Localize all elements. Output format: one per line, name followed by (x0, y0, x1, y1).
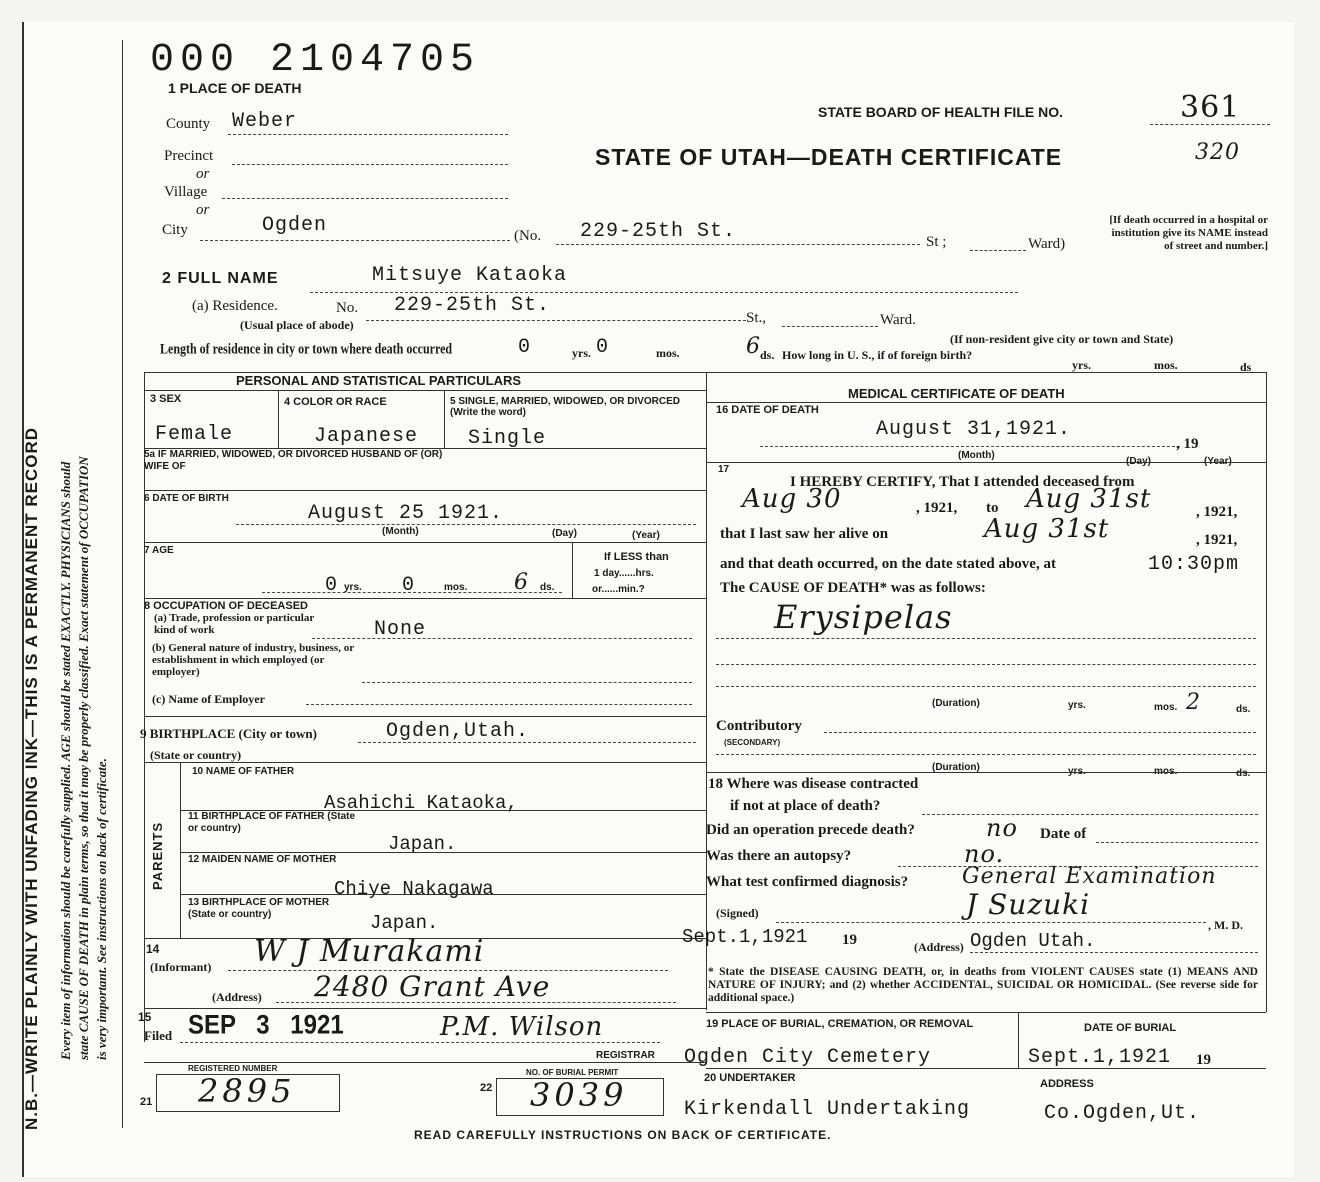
county-label: County (166, 116, 211, 132)
age-mos-label: mos. (444, 582, 468, 593)
physician-signature[interactable]: J Suzuki (966, 888, 1091, 921)
duration-label-2: (Duration) (932, 762, 980, 773)
father-name-value[interactable]: Asahichi Kataoka, (324, 792, 518, 814)
city-label: City (162, 222, 188, 238)
undertaker-address-label: ADDRESS (1040, 1078, 1094, 1090)
date-of-death-label: 16 DATE OF DEATH (716, 404, 819, 416)
personal-section-title: PERSONAL AND STATISTICAL PARTICULARS (236, 373, 522, 388)
full-name-label: 2 FULL NAME (162, 270, 279, 287)
dob-year-label: (Year) (632, 530, 660, 541)
burial-date-label: DATE OF BURIAL (1084, 1022, 1177, 1034)
operation-value[interactable]: no (986, 814, 1018, 842)
duration-months[interactable]: 2 (1186, 690, 1201, 715)
footer-instructions: READ CAREFULLY INSTRUCTIONS ON BACK OF CERTIFICATE. (414, 1128, 832, 1142)
dob-label: 6 DATE OF BIRTH (144, 493, 229, 504)
signed-label: (Signed) (716, 906, 759, 920)
margin-instruction-2: state CAUSE OF DEATH in plain terms, so that it may be properly classified. Exact statement of OCCUPATION (76, 456, 91, 1060)
mother-birthplace-label: 13 BIRTHPLACE OF MOTHER (State or country) (188, 897, 330, 920)
father-name-label: 10 NAME OF FATHER (192, 766, 295, 777)
mother-name-value[interactable]: Chiye Nakagawa (334, 878, 494, 900)
duration-yrs-1: yrs. (1068, 700, 1086, 711)
village-label: Village (164, 184, 208, 200)
date-of-death-value[interactable]: August 31,1921. (876, 418, 1072, 441)
attended-from[interactable]: Aug 30 (742, 484, 842, 514)
duration-ds-2: ds. (1236, 768, 1251, 779)
county-value[interactable]: Weber (232, 110, 298, 133)
residence-label: (a) Residence. (192, 298, 278, 314)
length-yrs-label: yrs. (572, 346, 591, 360)
street-value[interactable]: 229-25th St. (580, 220, 737, 243)
sex-label: 3 SEX (150, 393, 182, 405)
registered-number[interactable]: 2895 (198, 1072, 296, 1110)
how-long-us-label: How long in U. S., if of foreign birth? (782, 348, 973, 362)
informant-label: (Informant) (150, 960, 212, 974)
usual-place-label: (Usual place of abode) (240, 318, 354, 332)
dob-value[interactable]: August 25 1921. (308, 502, 504, 525)
registrar-label: REGISTRAR (596, 1050, 655, 1061)
signature-19: 19 (842, 932, 857, 948)
signature-address-label: (Address) (914, 940, 964, 954)
or-1: or (196, 166, 210, 182)
state-country-label: (State or country) (150, 748, 242, 762)
registered-number-label: REGISTERED NUMBER (188, 1064, 278, 1073)
duration-mos-1: mos. (1154, 702, 1178, 713)
informant-signature[interactable]: W J Murakami (254, 934, 485, 969)
employer-label: (c) Name of Employer (152, 692, 265, 706)
residence-no-label: No. (336, 300, 359, 316)
length-months[interactable]: 0 (596, 336, 610, 359)
medical-section-title: MEDICAL CERTIFICATE OF DEATH (848, 386, 1065, 401)
length-years[interactable]: 0 (518, 336, 532, 359)
street-no-label: (No. (514, 228, 542, 244)
mother-name-label: 12 MAIDEN NAME OF MOTHER (188, 854, 337, 865)
burial-place-value[interactable]: Ogden City Cemetery (684, 1046, 932, 1069)
cause-of-death[interactable]: Erysipelas (774, 598, 953, 636)
test-label: What test confirmed diagnosis? (706, 874, 909, 890)
duration-mos-2: mos. (1154, 766, 1178, 777)
length-mos-label: mos. (656, 346, 680, 360)
signature-address[interactable]: Ogden Utah. (970, 930, 1096, 952)
attended-to-year: , 1921, (1196, 504, 1238, 520)
contributory-label: Contributory (716, 718, 802, 734)
filed-number: 15 (138, 1010, 152, 1024)
serial-number: 000 2104705 (150, 38, 481, 83)
operation-label: Did an operation precede death? (706, 822, 915, 838)
birthplace-value[interactable]: Ogden,Utah. (386, 720, 530, 743)
not-place-label: if not at place of death? (730, 798, 881, 814)
residence-ward-label: Ward. (880, 312, 916, 328)
general-nature-label: (b) General nature of industry, business, or establishment in which employed (or employer) (152, 642, 354, 678)
death-occurred-text: and that death occurred, on the date stated above, at (720, 556, 1056, 572)
undertaker-label: 20 UNDERTAKER (704, 1072, 796, 1084)
or-min-label: or......min.? (592, 584, 645, 595)
sex-value[interactable]: Female (155, 423, 234, 446)
file-no: 361 (1180, 90, 1241, 125)
single-value[interactable]: Single (468, 427, 547, 450)
age-months[interactable]: 0 (402, 574, 416, 597)
st-label: St ; (926, 234, 947, 250)
occupation-label: 8 OCCUPATION OF DECEASED (144, 600, 308, 612)
how-long-mos: mos. (1154, 358, 1178, 372)
length-days[interactable]: 6 (746, 334, 761, 359)
informant-number: 14 (146, 942, 160, 956)
less-than-label: If LESS than (604, 551, 669, 563)
residence-st-label: St., (746, 310, 767, 326)
father-birthplace-label: 11 BIRTHPLACE OF FATHER (State or country) (188, 811, 356, 834)
death-month-label: (Month) (958, 450, 995, 461)
dob-month-label: (Month) (382, 526, 419, 537)
age-ds-label: ds. (540, 582, 555, 593)
city-value[interactable]: Ogden (262, 214, 328, 237)
attended-from-year: , 1921, (916, 500, 958, 516)
day-hrs-label: 1 day......hrs. (594, 568, 654, 579)
frame-left (122, 40, 123, 1128)
age-label: 7 AGE (144, 545, 174, 556)
margin-notice: N.B.—WRITE PLAINLY WITH UNFADING INK—THIS IS A PERMANENT RECORD (22, 426, 41, 1130)
informant-address[interactable]: 2480 Grant Ave (314, 970, 551, 1003)
date-19: , 19 (1176, 436, 1199, 452)
margin-instruction-1: Every item of information should be carefully supplied. AGE should be stated EXACTLY. PHYSICIANS should (58, 461, 73, 1060)
date-of-label: Date of (1040, 826, 1087, 842)
burial-permit-number[interactable]: 3039 (530, 1076, 628, 1114)
certify-number: 17 (718, 464, 730, 475)
death-time[interactable]: 10:30pm (1148, 553, 1240, 576)
undertaker-address-value[interactable]: Co.Ogden,Ut. (1044, 1102, 1201, 1125)
full-name-value[interactable]: Mitsuye Kataoka (372, 264, 568, 287)
last-saw-text: that I last saw her alive on (720, 526, 889, 542)
how-long-ds: ds (1240, 360, 1252, 374)
contracted-label: 18 Where was disease contracted (708, 776, 919, 792)
age-years[interactable]: 0 (325, 574, 339, 597)
informant-address-label: (Address) (212, 990, 262, 1004)
cause-footnote: * State the DISEASE CAUSING DEATH, or, in deaths from VIOLENT CAUSES state (1) MEANS AND NATURE OF INJURY; and (2) whether ACCIDENTAL, SUICIDAL OR HOMICIDAL. (See reverse side for additional space.) (708, 966, 1258, 1004)
burial-19: 19 (1196, 1052, 1211, 1068)
hospital-note: [If death occurred in a hospital or institution give its NAME instead of street and number.] (1109, 214, 1268, 252)
certificate-title: STATE OF UTAH—DEATH CERTIFICATE (595, 144, 1063, 170)
burial-permit-label: NO. OF BURIAL PERMIT (526, 1068, 619, 1077)
married-label: 5a IF MARRIED, WIDOWED, OR DIVORCED HUSBAND OF (OR) WIFE OF (144, 449, 443, 472)
filed-label: Filed (144, 1028, 173, 1043)
md-label: , M. D. (1208, 918, 1243, 932)
single-label: 5 SINGLE, MARRIED, WIDOWED, OR DIVORCED (Write the word) (450, 396, 681, 418)
permit-prefix: 22 (480, 1082, 493, 1094)
age-yrs-label: yrs. (344, 582, 362, 593)
attended-to[interactable]: Aug 31st (1026, 484, 1152, 514)
residence-value[interactable]: 229-25th St. (394, 294, 551, 317)
length-residence-label: Length of residence in city or town where death occurred (160, 340, 453, 358)
birthplace-label: 9 BIRTHPLACE (City or town) (140, 726, 317, 741)
precinct-label: Precinct (164, 148, 214, 164)
file-no-label: STATE BOARD OF HEALTH FILE NO. (818, 104, 1063, 120)
mother-birthplace-value[interactable]: Japan. (370, 912, 439, 934)
parents-label: PARENTS (150, 821, 165, 890)
burial-place-label: 19 PLACE OF BURIAL, CREMATION, OR REMOVAL (706, 1018, 974, 1030)
signature-date[interactable]: Sept.1,1921 (682, 926, 808, 948)
file-no-extra: 320 (1195, 140, 1240, 165)
dob-day-label: (Day) (552, 528, 578, 539)
margin-instruction-3: is very important. See instructions on back of certificate. (94, 758, 109, 1060)
or-2: or (196, 202, 210, 218)
burial-date-value[interactable]: Sept.1,1921 (1028, 1046, 1172, 1069)
length-ds-label: ds. (760, 348, 775, 362)
duration-yrs-2: yrs. (1068, 766, 1086, 777)
color-label: 4 COLOR OR RACE (284, 396, 387, 408)
how-long-yrs: yrs. (1072, 358, 1091, 372)
registered-prefix: 21 (140, 1096, 153, 1108)
trade-label: (a) Trade, profession or particular kind of work (154, 612, 315, 636)
ward-label: Ward) (1028, 236, 1066, 252)
death-day-label: (Day) (1126, 456, 1152, 467)
trade-value[interactable]: None (374, 618, 427, 641)
last-saw-date[interactable]: Aug 31st (984, 514, 1110, 544)
duration-ds-1: ds. (1236, 704, 1251, 715)
registrar-signature[interactable]: P.M. Wilson (440, 1012, 604, 1042)
place-of-death-label: 1 PLACE OF DEATH (168, 80, 302, 96)
death-year-label: (Year) (1204, 456, 1232, 467)
color-value[interactable]: Japanese (314, 425, 419, 448)
test-value[interactable]: General Examination (962, 864, 1217, 889)
autopsy-label: Was there an autopsy? (706, 848, 852, 864)
cause-label: The CAUSE OF DEATH* was as follows: (720, 580, 986, 596)
nonresident-note: (If non-resident give city or town and State) (950, 332, 1174, 346)
secondary-label: (SECONDARY) (724, 738, 781, 747)
age-days[interactable]: 6 (514, 570, 529, 595)
autopsy-value[interactable]: no. (964, 840, 1005, 868)
duration-label-1: (Duration) (932, 698, 980, 709)
certify-text: I HEREBY CERTIFY, That I attended deceased from (790, 474, 1135, 490)
filed-date-stamp: SEP 3 1921 (188, 1010, 344, 1041)
to-label: to (986, 500, 999, 516)
father-birthplace-value[interactable]: Japan. (388, 833, 457, 855)
undertaker-value[interactable]: Kirkendall Undertaking (684, 1098, 971, 1121)
last-saw-year: , 1921, (1196, 532, 1238, 548)
